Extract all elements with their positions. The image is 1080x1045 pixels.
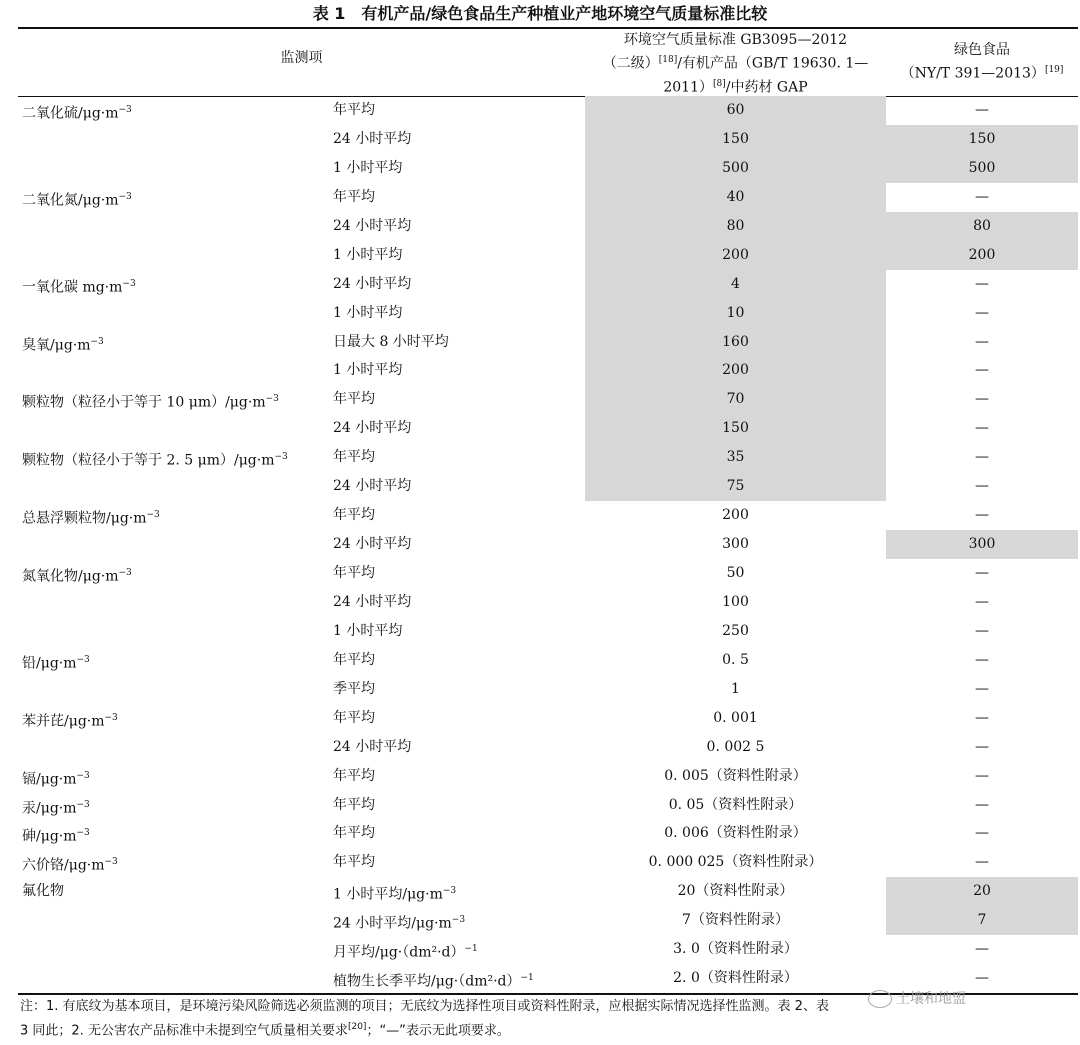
cell-green-food-value: — — [975, 970, 989, 987]
period-text: 24 小时平均 — [333, 738, 412, 755]
cell-green-food-value: — — [975, 941, 989, 958]
table-row — [0, 385, 1080, 414]
cell-green-food-value: 500 — [886, 154, 1078, 183]
header-green-ref: [19] — [1044, 65, 1064, 75]
cell-green-food-value: — — [975, 796, 989, 813]
period-text: 年平均 — [333, 102, 375, 118]
cell-green-food-value: — — [975, 767, 989, 784]
table-row — [0, 241, 1080, 270]
unit-exponent: −1 — [464, 944, 478, 955]
cell-gb3095-value: 2. 0（资料性附录） — [673, 970, 798, 987]
header-standard-line2a: （二级） — [602, 55, 659, 72]
period-text: 季平均 — [333, 680, 375, 697]
header-green-line2 — [886, 60, 1078, 84]
cell-period — [333, 443, 585, 472]
cell-monitoring-item — [22, 270, 332, 299]
cell-gb3095-value: 500 — [585, 154, 886, 183]
cell-monitoring-item — [22, 646, 332, 675]
table-row — [0, 356, 1080, 385]
cell-green-food-value: 7 — [886, 906, 1078, 935]
cell-green-food-value: 20 — [886, 877, 1078, 906]
monitoring-item-text: 汞/μg·m — [22, 800, 77, 817]
cell-monitoring-item — [22, 877, 332, 906]
cell-period — [333, 646, 585, 675]
header-green-line1: 绿色食品 — [954, 42, 1010, 58]
period-text: 植物生长季平均/μg·（dm²·d） — [333, 973, 521, 990]
watermark-text: 土壤和地盟 — [896, 991, 966, 1007]
period-text: 年平均 — [333, 854, 375, 871]
cell-monitoring-item — [22, 443, 332, 472]
note-line2 — [20, 1017, 1075, 1041]
cell-green-food-value: — — [975, 825, 989, 842]
cell-green-food-value: — — [975, 391, 989, 408]
period-text: 年平均 — [333, 449, 375, 466]
cell-period — [333, 617, 585, 646]
cell-gb3095-value: 60 — [585, 96, 886, 125]
cell-period — [333, 299, 585, 328]
cell-period — [333, 733, 585, 762]
cell-green-food-value: — — [975, 709, 989, 726]
table-row — [0, 762, 1080, 791]
table-row — [0, 646, 1080, 675]
cell-period — [333, 877, 585, 906]
cell-green-food-value: — — [975, 449, 989, 466]
cell-green-food-value: — — [975, 478, 989, 495]
cell-green-food-value: — — [975, 304, 989, 321]
table-row — [0, 733, 1080, 762]
period-text: 年平均 — [333, 391, 375, 408]
period-text: 24 小时平均 — [333, 478, 412, 495]
cell-monitoring-item — [22, 964, 332, 993]
cell-gb3095-value: 0. 000 025（资料性附录） — [648, 854, 823, 871]
period-text: 1 小时平均 — [333, 246, 403, 263]
table-row — [0, 414, 1080, 443]
cell-period — [333, 270, 585, 299]
unit-exponent: −3 — [451, 915, 466, 926]
unit-exponent: −1 — [520, 973, 534, 984]
cell-green-food-value: 300 — [886, 530, 1078, 559]
cell-monitoring-item — [22, 212, 332, 241]
table-row — [0, 443, 1080, 472]
table-row — [0, 270, 1080, 299]
unit-exponent: −3 — [104, 712, 118, 723]
unit-exponent: −3 — [118, 105, 132, 115]
cell-monitoring-item — [22, 819, 332, 848]
cell-monitoring-item — [22, 791, 332, 820]
period-text: 1 小时平均 — [333, 362, 403, 379]
period-text: 年平均 — [333, 188, 375, 205]
note-line2b: ；“—”表示无此项要求。 — [366, 1023, 510, 1039]
unit-exponent: −3 — [274, 452, 288, 463]
cell-green-food-value: — — [975, 362, 989, 379]
period-text: 24 小时平均 — [333, 536, 412, 553]
unit-exponent: −3 — [76, 770, 90, 781]
cell-monitoring-item — [22, 125, 332, 154]
monitoring-item-text: 镉/μg·m — [22, 771, 77, 788]
unit-exponent: −3 — [90, 336, 104, 347]
cell-gb3095-value: 1 — [731, 680, 740, 697]
cell-green-food-value: — — [975, 275, 989, 292]
monitoring-item-text: 一氧化碳 mg·m — [22, 279, 123, 296]
cell-monitoring-item — [22, 762, 332, 791]
cell-green-food-value: — — [975, 854, 989, 871]
cell-monitoring-item — [22, 530, 332, 559]
cell-monitoring-item — [22, 356, 332, 385]
cell-period — [333, 675, 585, 704]
header-green-line2-text: （NY/T 391—2013） — [900, 65, 1045, 82]
cell-gb3095-value: 0. 002 5 — [706, 738, 765, 755]
cell-gb3095-value: 4 — [585, 270, 886, 299]
header-green-food — [886, 40, 1078, 84]
cell-period — [333, 183, 585, 212]
watermark — [868, 988, 966, 1008]
table-row — [0, 212, 1080, 241]
cell-gb3095-value: 0. 005（资料性附录） — [664, 767, 807, 784]
top-rule — [18, 27, 1078, 29]
cell-gb3095-value: 40 — [585, 183, 886, 212]
unit-exponent: −3 — [146, 510, 160, 521]
period-text: 24 小时平均 — [333, 130, 412, 147]
monitoring-item-text: 氮氧化物/μg·m — [22, 568, 119, 585]
period-text: 年平均 — [333, 651, 375, 668]
period-text: 24 小时平均 — [333, 420, 412, 437]
cell-monitoring-item — [22, 96, 332, 125]
cell-gb3095-value: 20（资料性附录） — [677, 883, 794, 900]
monitoring-item-text: 六价铬/μg·m — [22, 858, 105, 875]
cell-monitoring-item — [22, 848, 332, 877]
table-row — [0, 96, 1080, 125]
cell-gb3095-value: 200 — [585, 241, 886, 270]
monitoring-item-text: 颗粒物（粒径小于等于 2. 5 μm）/μg·m — [22, 452, 275, 469]
cell-green-food-value: — — [975, 565, 989, 581]
monitoring-item-text: 臭氧/μg·m — [22, 337, 91, 354]
period-text: 24 小时平均 — [333, 275, 412, 292]
period-text: 24 小时平均 — [333, 593, 412, 610]
period-text: 1 小时平均 — [333, 159, 403, 176]
period-text: 年平均 — [333, 709, 375, 726]
cell-green-food-value: 200 — [886, 241, 1078, 270]
cell-green-food-value: — — [975, 333, 989, 350]
table-row — [0, 559, 1080, 588]
cell-green-food-value: — — [975, 507, 989, 524]
cell-monitoring-item — [22, 299, 332, 328]
period-text: 24 小时平均/μg·m — [333, 915, 452, 932]
cell-gb3095-value: 100 — [722, 593, 749, 610]
cell-gb3095-value: 0. 5 — [722, 651, 749, 668]
cell-period — [333, 791, 585, 820]
cell-gb3095-value: 10 — [585, 299, 886, 328]
cell-period — [333, 154, 585, 183]
cell-monitoring-item — [22, 241, 332, 270]
cell-period — [333, 472, 585, 501]
cell-monitoring-item — [22, 617, 332, 646]
cell-gb3095-value: 300 — [722, 536, 749, 553]
cell-gb3095-value: 250 — [722, 622, 749, 639]
unit-exponent: −3 — [122, 278, 136, 289]
cell-gb3095-value: 150 — [585, 414, 886, 443]
cell-gb3095-value: 160 — [585, 328, 886, 357]
cell-green-food-value: 150 — [886, 125, 1078, 154]
cell-gb3095-value: 200 — [722, 507, 749, 524]
header-standard — [585, 30, 886, 97]
cell-green-food-value: — — [975, 420, 989, 437]
header-standard-line1: 环境空气质量标准 GB3095—2012 — [623, 32, 848, 48]
table-row — [0, 617, 1080, 646]
table-row — [0, 675, 1080, 704]
monitoring-item-text: 总悬浮颗粒物/μg·m — [22, 510, 147, 527]
monitoring-item-text: 二氧化硫/μg·m — [22, 105, 119, 122]
header-standard-line3b: /中药材 GAP — [725, 79, 808, 96]
cell-gb3095-value: 3. 0（资料性附录） — [673, 941, 798, 958]
table-row — [0, 183, 1080, 212]
cell-monitoring-item — [22, 154, 332, 183]
cell-gb3095-value: 75 — [585, 472, 886, 501]
cell-gb3095-value: 50 — [726, 565, 745, 581]
header-item: 监测项 — [280, 50, 323, 66]
cell-gb3095-value: 7（资料性附录） — [682, 912, 789, 929]
unit-exponent: −3 — [76, 828, 90, 839]
period-text: 月平均/μg·（dm²·d） — [333, 944, 465, 961]
cell-period — [333, 530, 585, 559]
cell-green-food-value: — — [975, 651, 989, 668]
header-standard-ref1: [18] — [658, 55, 678, 65]
unit-exponent: −3 — [442, 886, 457, 897]
cell-period — [333, 328, 585, 357]
header-standard-ref2: [8] — [713, 78, 726, 89]
period-text: 年平均 — [333, 796, 375, 813]
period-text: 年平均 — [333, 767, 375, 784]
table-body — [0, 96, 1080, 993]
cell-green-food-value: — — [975, 738, 989, 755]
monitoring-item-text: 苯并芘/μg·m — [22, 713, 105, 730]
cell-monitoring-item — [22, 906, 332, 935]
monitoring-item-text: 颗粒物（粒径小于等于 10 μm）/μg·m — [22, 395, 266, 412]
cell-period — [333, 125, 585, 154]
cell-period — [333, 964, 585, 993]
period-text: 24 小时平均 — [333, 217, 412, 234]
table-row — [0, 125, 1080, 154]
table-row — [0, 906, 1080, 935]
cell-gb3095-value: 0. 05（资料性附录） — [668, 796, 803, 813]
cell-period — [333, 935, 585, 964]
cell-green-food-value: — — [975, 188, 989, 205]
table-row — [0, 328, 1080, 357]
cell-period — [333, 414, 585, 443]
cell-gb3095-value: 0. 001 — [713, 709, 758, 726]
cell-monitoring-item — [22, 704, 332, 733]
table-row — [0, 704, 1080, 733]
cell-green-food-value: — — [975, 680, 989, 697]
cell-gb3095-value: 80 — [585, 212, 886, 241]
cell-monitoring-item — [22, 501, 332, 530]
header-standard-line3a: 2011） — [663, 79, 713, 96]
period-text: 年平均 — [333, 507, 375, 524]
cell-period — [333, 848, 585, 877]
cell-period — [333, 241, 585, 270]
cell-monitoring-item — [22, 559, 332, 588]
unit-exponent: −3 — [76, 799, 90, 810]
period-text: 1 小时平均 — [333, 304, 403, 321]
table-row — [0, 530, 1080, 559]
period-text: 年平均 — [333, 825, 375, 842]
table-row — [0, 472, 1080, 501]
cell-monitoring-item — [22, 414, 332, 443]
header-standard-line3 — [585, 74, 886, 98]
cell-gb3095-value: 150 — [585, 125, 886, 154]
cell-period — [333, 819, 585, 848]
cell-monitoring-item — [22, 675, 332, 704]
unit-exponent: −3 — [104, 857, 118, 868]
table-row — [0, 154, 1080, 183]
cell-monitoring-item — [22, 935, 332, 964]
cell-period — [333, 385, 585, 414]
wechat-icon — [868, 990, 892, 1008]
cell-monitoring-item — [22, 733, 332, 762]
cell-period — [333, 559, 585, 588]
cell-monitoring-item — [22, 183, 332, 212]
table-row — [0, 791, 1080, 820]
period-text: 日最大 8 小时平均 — [333, 333, 449, 350]
cell-period — [333, 501, 585, 530]
cell-period — [333, 356, 585, 385]
note-line1: 注：1. 有底纹为基本项目，是环境污染风险筛选必须监测的项目；无底纹为选择性项目或资料性附录，应根据实际情况选择性监测。表 2、表 — [20, 999, 829, 1014]
cell-green-food-value: 80 — [886, 212, 1078, 241]
monitoring-item-text: 铅/μg·m — [22, 655, 77, 672]
monitoring-item-text: 氟化物 — [22, 883, 64, 900]
cell-monitoring-item — [22, 588, 332, 617]
table-row — [0, 501, 1080, 530]
unit-exponent: −3 — [118, 568, 132, 578]
monitoring-item-text: 砷/μg·m — [22, 829, 77, 846]
table-row — [0, 848, 1080, 877]
header-standard-line2b: /有机产品（GB/T 19630. 1— — [677, 55, 869, 72]
cell-period — [333, 212, 585, 241]
cell-gb3095-value: 200 — [585, 356, 886, 385]
monitoring-item-text: 二氧化氮/μg·m — [22, 192, 119, 209]
table-row — [0, 299, 1080, 328]
unit-exponent: −3 — [265, 394, 279, 405]
period-text: 1 小时平均/μg·m — [333, 886, 443, 903]
note-ref: [20] — [347, 1022, 367, 1032]
table-row — [0, 877, 1080, 906]
note-line2a: 3 同此；2. 无公害农产品标准中未提到空气质量相关要求 — [20, 1023, 348, 1039]
cell-gb3095-value: 0. 006（资料性附录） — [664, 825, 807, 842]
cell-green-food-value: — — [975, 593, 989, 610]
cell-gb3095-value: 35 — [585, 443, 886, 472]
cell-monitoring-item — [22, 328, 332, 357]
period-text: 1 小时平均 — [333, 622, 403, 639]
header-standard-line2 — [585, 50, 886, 74]
cell-period — [333, 704, 585, 733]
unit-exponent: −3 — [76, 654, 90, 665]
table-row — [0, 935, 1080, 964]
cell-period — [333, 96, 585, 125]
cell-gb3095-value: 70 — [585, 385, 886, 414]
cell-green-food-value: — — [975, 102, 989, 118]
unit-exponent: −3 — [118, 191, 132, 202]
cell-green-food-value: — — [975, 622, 989, 639]
cell-monitoring-item — [22, 385, 332, 414]
cell-monitoring-item — [22, 472, 332, 501]
table-title: 表 1 有机产品/绿色食品生产种植业产地环境空气质量标准比较 — [312, 4, 768, 23]
cell-period — [333, 906, 585, 935]
cell-period — [333, 588, 585, 617]
cell-period — [333, 762, 585, 791]
period-text: 年平均 — [333, 565, 375, 581]
table-row — [0, 819, 1080, 848]
table-row — [0, 588, 1080, 617]
